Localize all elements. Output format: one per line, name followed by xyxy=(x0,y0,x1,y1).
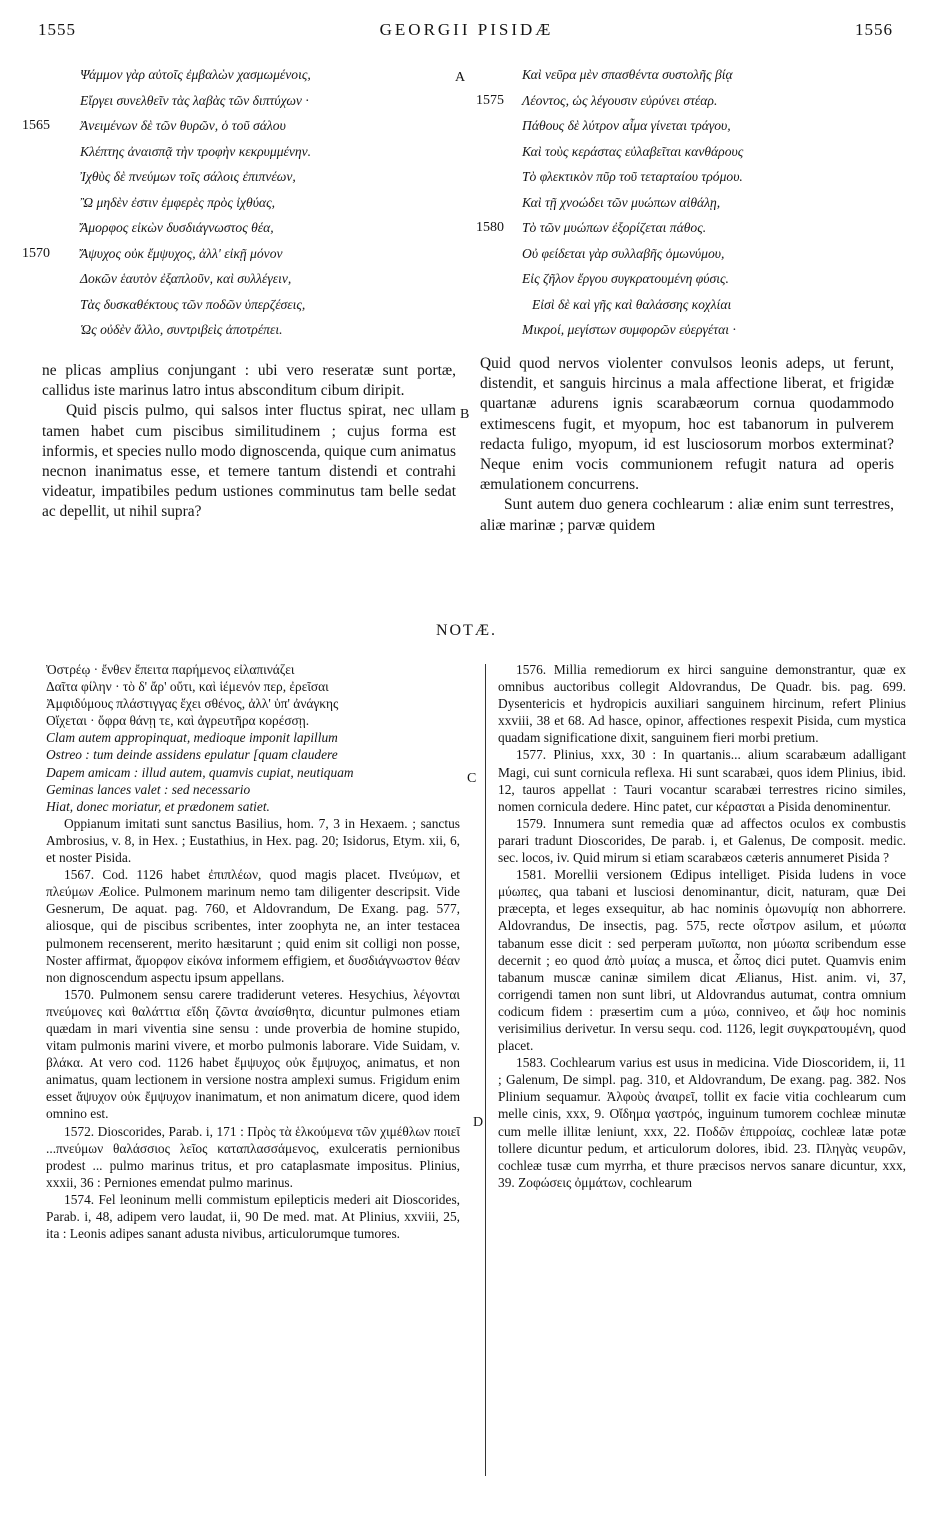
verse-text: Οὐ φείδεται γὰρ συλλαβῆς ὁμωνύμου, xyxy=(522,245,725,261)
quoted-verse-line: Dapem amicam : illud autem, quamvis cupiat, neutiquam xyxy=(46,764,354,780)
verse-line xyxy=(80,190,460,216)
note-paragraph: 1583. Cochlearum varius est usus in medicina. Vide Dioscoridem, ii, 11 ; Galenum, De simpl. pag. 310, et Aldovrandum, De exang. pag. 382. Nos Plinium sequamur. Ἀλφοὺς ἀναιρεῖ, tollit ex facie vitia cochlearum cum melle cinis, xxx, 9. Οἴδημα γαστρός, inguinum tumorem cochleæ minutæ cum melle illitæ leniunt, xxx, 22. Ποδῶν ἐπιρροίας, cochleæ latæ potæ tollere dicuntur pedum, et articulorum dolores, ibid. 23. Πληγὰς νευρῶν, cochleæ tusæ cum myrrha, et thure præcisos nervos sanare dicuntur, xxx, 39. Ζοφώσεις ὀμμάτων, cochlearum xyxy=(498,1055,906,1190)
note-paragraph: 1572. Dioscorides, Parab. i, 171 : Πρὸς τὰ ἑλκούμενα τῶν χιμέθλων ποιεῖ ...πνεύμων θαλάσσιος λεῖος καταπλασσάμενος, exulceratis pernionibus prodest ... pulmo marinus tritus, et pro cataplasmate impositus. Plinius, xxxii, 36 : Perniones emendat pulmo marinus. xyxy=(46,1123,460,1190)
verse-text: Ἄμορφος εἰκὼν δυσδιάγνωστος θέα, xyxy=(80,220,274,235)
verse-text: Εἰσὶ δὲ καὶ γῆς καὶ θαλάσσης κοχλίαι xyxy=(532,296,732,312)
quoted-verse-line: Ὀστρέῳ · ἔνθεν ἔπειτα παρήμενος εἰλαπινάζει xyxy=(46,662,295,677)
verse-line xyxy=(80,292,460,318)
greek-verse-left xyxy=(22,62,460,343)
left-page-number: 1555 xyxy=(38,20,76,39)
verse-line xyxy=(522,139,902,165)
margin-letter-b: B xyxy=(460,407,470,422)
verse-line xyxy=(476,88,902,114)
paragraph: Sunt autem duo genera cochlearum : aliæ enim sunt terrestres, aliæ marinæ ; parvæ quidem xyxy=(480,496,894,534)
verse-text: Ὡς οὐδὲν ἄλλο, συντριβεὶς ἀποτρέπει. xyxy=(80,322,283,337)
verse-line xyxy=(522,190,902,216)
running-title: GEORGII PISIDÆ xyxy=(379,20,554,39)
verse-line xyxy=(522,292,902,318)
line-number: 1575 xyxy=(476,92,504,108)
note-paragraph: 1579. Innumera sunt remedia quæ ad affectos oculos ex combustis parari tradunt Dioscorides, De parab. i, et Galenus, De composit. medic. sec. locos, iv. Quid mirum si etiam scarabæos cæteris annumeret Pisida ? xyxy=(498,815,906,866)
verse-text: Ἀνειμένων δὲ τῶν θυρῶν, ὁ τοῦ σάλου xyxy=(80,118,286,133)
verse-text: Τὸ φλεκτικὸν πῦρ τοῦ τεταρταίου τρόμου. xyxy=(522,169,743,184)
verse-text: Ὢ μηδὲν ἐστιν ἐμφερὲς πρὸς ἰχθύας, xyxy=(80,194,275,210)
verse-text: Εἴργει συνελθεῖν τὰς λαβὰς τῶν διπτύχων · xyxy=(80,92,309,108)
verse-text: Δοκῶν ἑαυτὸν ἐξαπλοῦν, καὶ συλλέγειν, xyxy=(80,271,292,286)
paragraph: ne plicas amplius conjungant : ubi vero reseratæ sunt portæ, callidus iste marinus latro intus absconditum cibum diripit. xyxy=(42,362,456,400)
verse-text: Λέοντος, ὡς λέγουσιν εὐρύνει στέαρ. xyxy=(522,92,718,108)
column-divider xyxy=(485,664,486,1476)
verse-text: Εἰς ζῆλον ἔργου συγκρατουμένη φύσις. xyxy=(522,271,729,286)
notes-right-column xyxy=(498,661,906,1191)
verse-line xyxy=(522,241,902,267)
note-paragraph: 1581. Morellii versionem Œdipus intelliget. Pisida ludens in voce μύωπες, qua tabani et lusciosi denominantur, dicit, naturam, quæ Dei præcepta, et leges exsequitur, ab hac nominis ὁμωνυμίᾳ non abhorrere. Aldovrandus, De insectis, pag. 575, recte οἶστρον asilum, et μύωπα tabanum esse dicit : sed perperam μυῖωπα, non μύωπα scribendum esse decernit ; eo quod ἀπὸ μυίας a musca, et ὦπος dici putet. Quamvis enim tabanum muscæ caninæ similem dicat Ælianus, Hist. anim. vi, 37, corrigendi tamen non sunt libri, ut Aldovrandus autumat, contra omnium codicum fidem : præsertim cum a μύω, conniveo, et ὤψ hoc nominis verisimilius derivetur. In versu sequ. cod. 1126, legit συγκρατουμένη, quod placet. xyxy=(498,867,906,1054)
verse-text: Τὸ τῶν μυώπων ἐξορίζεται πάθος. xyxy=(522,220,707,235)
verse-line xyxy=(522,266,902,292)
quoted-verse-line: Οἴχεται · ὄφρα θάνῃ τε, καὶ ἀγρευτῆρα κορέσσῃ. xyxy=(46,713,310,729)
right-page-number: 1556 xyxy=(855,20,893,39)
verse-line xyxy=(476,215,902,241)
margin-letter-a: A xyxy=(455,70,466,85)
latin-translation-right xyxy=(480,354,894,536)
verse-line xyxy=(522,317,902,343)
note-paragraph: 1576. Millia remediorum ex hirci sanguine demonstrantur, quæ ex omnibus auctoribus collegit Aldovrandus, De Quadr. bis. pag. 699. Dysentericis et hydropicis auxiliari sanguinem hircinum, refert Plinius xxviii, 38 et 68. Ad hasce, opinor, affectiones respexit Pisida, cum mystica quadam significatione dixit, sanguinem fieri morbi pretium. xyxy=(498,662,906,746)
quoted-verse-line: Hiat, donec moriatur, et prædonem satiet. xyxy=(46,798,270,814)
verse-line xyxy=(80,266,460,292)
verse-text: Κλέπτης ἀναισπᾷ τὴν τροφὴν κεκρυμμένην. xyxy=(80,143,312,159)
verse-line xyxy=(522,164,902,190)
verse-text: Τὰς δυσκαθέκτους τῶν ποδῶν ὑπερζέσεις, xyxy=(80,296,306,312)
paragraph: Quid quod nervos violenter convulsos leonis adeps, ut ferunt, distendit, et sanguis hircinus a mala affectione liberat, et frigidæ quartanæ adurens ignis scarabæorum cornua quodammodo extimescens fugit, et myopum, hoc est tabanorum in pulverem redacta fuligo, myopum, id est lusciosorum morbos exterminat? Neque enim vocis communionem refugit natura ad operis æmulationem concurrens. xyxy=(480,355,894,494)
verse-line xyxy=(522,113,902,139)
note-paragraph: 1574. Fel leoninum melli commistum epilepticis mederi ait Dioscorides, Parab. i, 48, adipem vero laudat, ii, 90 De med. mat. At Plinius, xxviii, 25, ita : Leonis adipes sanant adusta nivibus, articulorumque tumores. xyxy=(46,1191,460,1242)
verse-line xyxy=(522,62,902,88)
latin-translation-left xyxy=(42,361,456,523)
quoted-verse-line: Δαῖτα φίλην · τὸ δ' ἄρ' οὔτι, καὶ ἱέμενόν περ, ἐρεῖσαι xyxy=(46,679,329,695)
margin-letter-d: D xyxy=(473,1115,484,1130)
note-paragraph: 1570. Pulmonem sensu carere tradiderunt veteres. Hesychius, λέγονται πνεύμονες καὶ θαλάττια εἴδη ζῶντα ἀναίσθητα, dicuntur pulmones etiam quædam in mari viventia sine sensu : unde proverbia de homine stupido, vitam pulmonis marini vivere, et morbo pulmonis laborare. Vide Suidam, v. βλάκα. At vero cod. 1126 habet ἔμψυχος οὐκ ἔμψυχος, animatus, et non animatus, quam lectionem in versione nostra amplexi sumus. Frigidum enim esset ἄψυχον οὐκ ἔμψυχον inanimatum, et non animatum dicere, quod idem omnino est. xyxy=(46,986,460,1122)
verse-line xyxy=(80,215,460,241)
verse-line xyxy=(80,62,460,88)
note-paragraph: 1567. Cod. 1126 habet ἐπιπλέων, quod magis placet. Πνεύμων, et πλεύμων Æolice. Pulmonem marinum nemo tam diligenter descripsit. Vide Gesnerum, De aquat. pag. 760, et Aldovrandum, De Exang. pag. 577, aliosque, qui de piscibus scribentes, inter zoophyta ne, an inter testacea pulmonem recenserent, merito hæsitarunt ; quid enim sit colligi non posse, Noster affirmat, ἄμορφον εἰκόνα informem effigiem, et δυσδιάγνωστον θέαν non dignoscendum aspectu ipsum appellans. xyxy=(46,867,460,985)
verse-line xyxy=(80,317,460,343)
quoted-verse-line: Clam autem appropinquat, medioque imponit lapillum xyxy=(46,730,338,746)
notes-left-column xyxy=(46,661,460,1242)
verse-line xyxy=(80,164,460,190)
line-number: 1570 xyxy=(22,245,50,261)
note-paragraph: Oppianum imitati sunt sanctus Basilius, hom. 7, 3 in Hexaem. ; sanctus Ambrosius, v. 8, in Hex. ; Eustathius, in Hex. pag. 20; Isidorus, Etym. xii, 6, et noster Pisida. xyxy=(46,815,460,866)
quoted-verse-line: Ostreo : tum deinde assidens epulatur [quam claudere xyxy=(46,747,338,763)
verse-line xyxy=(22,113,460,139)
verse-text: Πάθους δὲ λύτρον αἷμα γίνεται τράγου, xyxy=(522,118,731,133)
margin-letter-c: C xyxy=(467,771,477,786)
verse-text: Καὶ τοὺς κεράστας εὐλαβεῖται κανθάρους xyxy=(522,143,744,159)
notae-heading: NOTÆ. xyxy=(435,622,498,639)
verse-text: Ἰχθὺς δὲ πνεύμων τοῖς σάλοις ἐπιπνέων, xyxy=(80,169,296,184)
verse-text: Ψάμμον γὰρ αὐτοῖς ἐμβαλὼν χασμωμένοις, xyxy=(80,67,311,82)
verse-line xyxy=(80,88,460,114)
greek-verse-right xyxy=(476,62,902,343)
quoted-verse-line: Geminas lances valet : sed necessario xyxy=(46,781,251,797)
line-number: 1580 xyxy=(476,220,504,235)
verse-text: Ἄψυχος οὐκ ἔμψυχος, ἀλλ' εἰκῇ μόνον xyxy=(80,245,283,261)
line-number: 1565 xyxy=(22,118,50,133)
note-paragraph: 1577. Plinius, xxx, 30 : In quartanis... alium scarabæum adalligant Magi, cui sunt cornicula reflexa. Hi sunt scarabæi, quos idem Plinius, ibid. 12, tauros appellat : Tauri vocantur scarabæi terrestres ricino similes, nomen cornicula dedere. Hinc patet, cur κέρασται a Pisida denominentur. xyxy=(498,747,906,814)
verse-line xyxy=(22,241,460,267)
verse-text: Μικροί, μεγίστων συμφορῶν εὐεργέται · xyxy=(522,322,736,337)
verse-text: Καὶ τῇ χνοώδει τῶν μυώπων αἰθάλῃ, xyxy=(522,194,721,210)
paragraph: Quid piscis pulmo, qui salsos inter fluctus spirat, nec ullam tamen habet cum piscibus similitudinem ; cujus forma est informis, et species nullo modo dignoscenda, quique cum animatus necnon inanimatus esse, et temere tantum distendi et contrahi videatur, impatibiles pedum ustiones comminutus tam belle sedat ac depellit, ut nihil supra? xyxy=(42,402,456,521)
quoted-verse-line: Ἀμφιδύμους πλάστιγγας ἔχει σθένος, ἀλλ' ὑπ' ἀνάγκης xyxy=(46,696,339,712)
verse-text: Καὶ νεῦρα μὲν σπασθέντα συστολῆς βίᾳ xyxy=(522,67,733,82)
verse-line xyxy=(80,139,460,165)
